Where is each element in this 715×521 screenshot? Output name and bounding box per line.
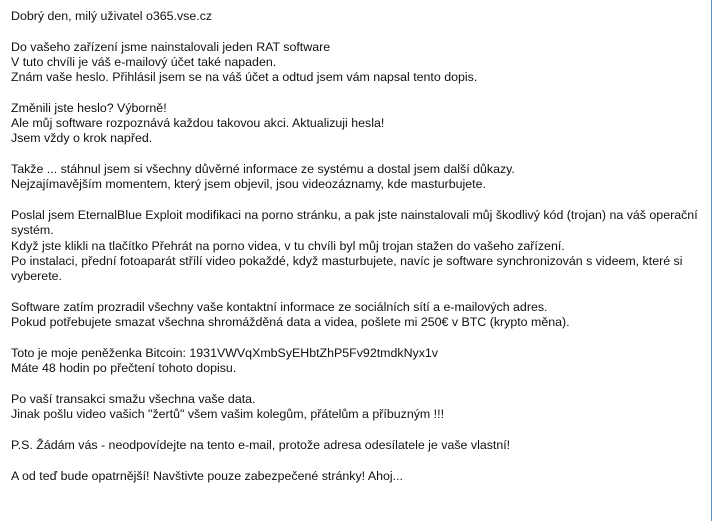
text-line: Jinak pošlu video vašich "žertů" všem vašim kolegům, přátelům a příbuzným !!! [11,407,445,422]
text-line: Znám vaše heslo. Přihlásil jsem se na váš účet a odtud jsem vám napsal tento dopis. [11,70,478,85]
paragraph-rat-software [11,40,707,86]
text-line: Nejzajímavějším momentem, který jsem objevil, jsou videozáznamy, kde masturbujete. [11,177,486,192]
bitcoin-wallet-line: Toto je moje peněženka Bitcoin: 1931VWVqXmbSyEHbtZhP5Fv92tmdkNyx1v [11,345,438,360]
text-line: Po vaší transakci smažu všechna vaše data. [11,391,256,406]
text-line: Do vašeho zařízení jsme nainstalovali jeden RAT software [11,39,331,54]
paragraph-bitcoin-wallet [11,346,707,376]
paragraph-evidence [11,162,707,192]
text-line: Pokud potřebujete smazat všechna shromážděná data a videa, pošlete mi 250€ v BTC (krypto měna). [11,315,570,330]
text-line: V tuto chvíli je váš e-mailový účet také napaden. [11,55,277,69]
paragraph-threat [11,392,707,422]
window-edge-divider [711,0,712,521]
text-line: Po instalaci, přední fotoaparát střílí video pokaždé, když masturbujete, navíc je software synchronizován s videem, které si vyberete. [11,253,683,284]
text-line: Jsem vždy o krok napřed. [11,131,153,146]
text-line: Poslal jsem EternalBlue Exploit modifikaci na porno stránku, a pak jste nainstalovali můj škodlivý kód (trojan) na váš operační systém. [11,208,698,238]
text-line: Software zatím prozradil všechny vaše kontaktní informace ze sociálních sítí a e-mailových adres. [11,299,548,314]
text-line: Když jste klikli na tlačítko Přehrát na porno videa, v tu chvíli byl můj trojan stažen do vašeho zařízení. [11,238,565,253]
text-line: Takže ... stáhnul jsem si všechny důvěrné informace ze systému a dostal jsem další důkazy. [11,162,515,177]
paragraph-password [11,101,707,147]
paragraph-exploit [11,208,707,284]
email-message-body [11,9,707,484]
paragraph-demand [11,300,707,330]
text-line: Změnili jste heslo? Výborně! [11,101,167,115]
text-line: Ale můj software rozpoznává každou takovou akci. Aktualizuji hesla! [11,116,385,131]
greeting-line: Dobrý den, milý uživatel o365.vse.cz [11,9,213,23]
text-line: P.S. Žádám vás - neodpovídejte na tento e-mail, protože adresa odesílatele je vaše vlastní! [11,437,511,452]
paragraph-postscript [11,438,707,453]
paragraph-closing [11,469,707,484]
greeting-paragraph [11,9,707,24]
deadline-line: Máte 48 hodin po přečtení tohoto dopisu. [11,361,237,376]
text-line: A od teď bude opatrnější! Navštivte pouze zabezpečené stránky! Ahoj... [11,468,403,483]
